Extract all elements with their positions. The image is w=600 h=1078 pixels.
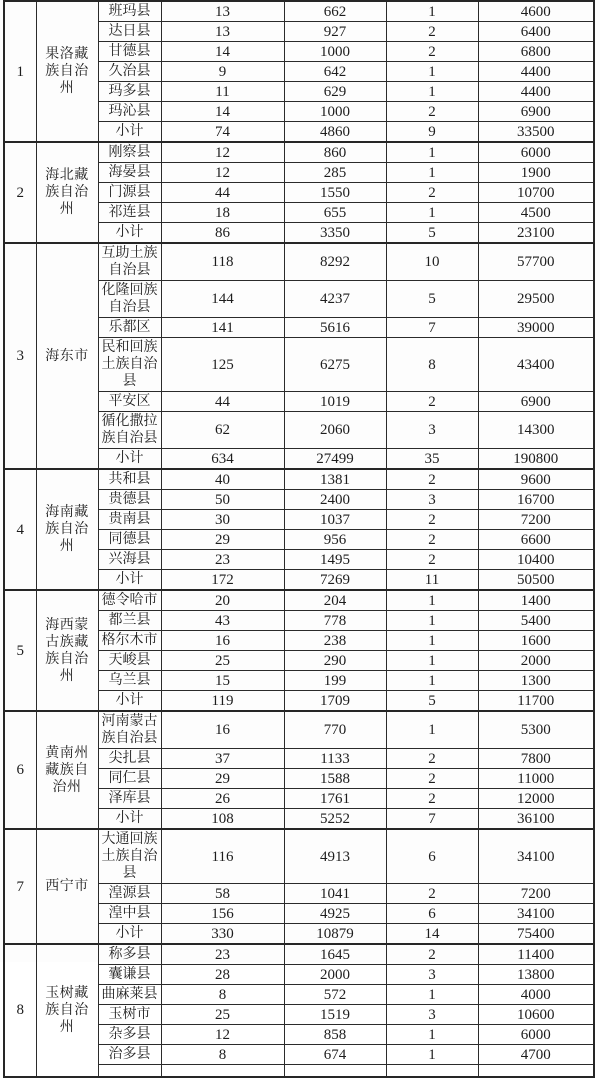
county-cell: 乐都区 <box>98 318 161 338</box>
county-cell: 同德县 <box>98 530 161 550</box>
county-cell: 玛多县 <box>98 82 161 102</box>
value-cell: 29500 <box>478 281 594 318</box>
value-cell: 23 <box>161 550 284 570</box>
value-cell: 12 <box>161 163 284 183</box>
section-number-cell: 3 <box>4 243 36 469</box>
value-cell: 3 <box>386 965 478 985</box>
value-cell: 8292 <box>284 243 386 281</box>
county-cell: 达日县 <box>98 22 161 42</box>
value-cell: 6000 <box>478 1025 594 1045</box>
county-cell: 贵德县 <box>98 490 161 510</box>
value-cell: 6600 <box>478 530 594 550</box>
value-cell: 1381 <box>284 469 386 490</box>
county-cell: 循化撒拉族自治县 <box>98 412 161 449</box>
value-cell: 2 <box>386 392 478 412</box>
prefecture-cell: 玉树藏族自治州 <box>36 944 98 1077</box>
value-cell: 141 <box>161 318 284 338</box>
section-number-cell: 2 <box>4 142 36 243</box>
value-cell: 5 <box>386 223 478 244</box>
value-cell: 86 <box>161 223 284 244</box>
value-cell: 1000 <box>284 42 386 62</box>
value-cell: 1550 <box>284 183 386 203</box>
county-row <box>4 944 594 965</box>
county-cell: 门源县 <box>98 183 161 203</box>
county-cell: 互助土族自治县 <box>98 243 161 281</box>
county-cell: 化隆回族自治县 <box>98 281 161 318</box>
prefecture-cell: 西宁市 <box>36 829 98 944</box>
county-cell: 小计 <box>98 570 161 591</box>
value-cell: 10 <box>386 243 478 281</box>
county-cell: 久治县 <box>98 62 161 82</box>
section-number-cell: 6 <box>4 711 36 829</box>
value-cell: 6900 <box>478 102 594 122</box>
county-cell: 天峻县 <box>98 651 161 671</box>
value-cell: 2060 <box>284 412 386 449</box>
value-cell: 37 <box>161 749 284 769</box>
value-cell: 144 <box>161 281 284 318</box>
value-cell: 12 <box>161 1025 284 1045</box>
value-cell: 8 <box>161 985 284 1005</box>
value-cell: 35 <box>386 449 478 470</box>
value-cell: 629 <box>284 82 386 102</box>
county-cell <box>98 1065 161 1077</box>
value-cell <box>161 1065 284 1077</box>
value-cell: 285 <box>284 163 386 183</box>
value-cell: 1400 <box>478 590 594 611</box>
county-cell: 泽库县 <box>98 789 161 809</box>
value-cell: 50500 <box>478 570 594 591</box>
value-cell: 14 <box>386 924 478 945</box>
value-cell: 62 <box>161 412 284 449</box>
value-cell: 199 <box>284 671 386 691</box>
value-cell: 11700 <box>478 691 594 712</box>
value-cell: 4925 <box>284 904 386 924</box>
value-cell: 1300 <box>478 671 594 691</box>
value-cell: 2 <box>386 183 478 203</box>
county-cell: 刚察县 <box>98 142 161 163</box>
value-cell: 119 <box>161 691 284 712</box>
value-cell: 14 <box>161 42 284 62</box>
value-cell: 1 <box>386 1025 478 1045</box>
value-cell: 4600 <box>478 1 594 22</box>
value-cell: 4400 <box>478 62 594 82</box>
value-cell: 74 <box>161 122 284 143</box>
value-cell: 1 <box>386 985 478 1005</box>
value-cell: 330 <box>161 924 284 945</box>
section-number-cell: 4 <box>4 469 36 590</box>
prefecture-cell: 海南藏族自治州 <box>36 469 98 590</box>
value-cell: 4400 <box>478 82 594 102</box>
value-cell: 2 <box>386 884 478 904</box>
county-cell: 贵南县 <box>98 510 161 530</box>
value-cell: 13 <box>161 1 284 22</box>
value-cell: 5400 <box>478 611 594 631</box>
county-cell: 德令哈市 <box>98 590 161 611</box>
value-cell: 1 <box>386 142 478 163</box>
county-row <box>4 243 594 281</box>
value-cell: 16700 <box>478 490 594 510</box>
value-cell: 16 <box>161 711 284 749</box>
county-cell: 小计 <box>98 691 161 712</box>
value-cell: 23 <box>161 944 284 965</box>
value-cell: 2 <box>386 22 478 42</box>
county-cell: 曲麻莱县 <box>98 985 161 1005</box>
value-cell: 1 <box>386 62 478 82</box>
value-cell: 20 <box>161 590 284 611</box>
value-cell: 25 <box>161 1005 284 1025</box>
county-cell: 湟中县 <box>98 904 161 924</box>
county-cell: 平安区 <box>98 392 161 412</box>
county-cell: 大通回族土族自治县 <box>98 829 161 884</box>
value-cell: 10700 <box>478 183 594 203</box>
county-cell: 共和县 <box>98 469 161 490</box>
table-body <box>4 1 594 1077</box>
value-cell: 30 <box>161 510 284 530</box>
value-cell: 40 <box>161 469 284 490</box>
section-number-cell: 7 <box>4 829 36 944</box>
value-cell: 860 <box>284 142 386 163</box>
value-cell: 2 <box>386 550 478 570</box>
value-cell: 29 <box>161 530 284 550</box>
county-cell: 兴海县 <box>98 550 161 570</box>
value-cell: 6900 <box>478 392 594 412</box>
value-cell: 11 <box>386 570 478 591</box>
county-cell: 玉树市 <box>98 1005 161 1025</box>
county-cell: 小计 <box>98 122 161 143</box>
section-number-cell: 8 <box>4 944 36 1077</box>
value-cell: 2 <box>386 102 478 122</box>
value-cell: 572 <box>284 985 386 1005</box>
value-cell: 4500 <box>478 203 594 223</box>
value-cell: 108 <box>161 809 284 830</box>
value-cell: 10600 <box>478 1005 594 1025</box>
value-cell: 4000 <box>478 985 594 1005</box>
county-cell: 同仁县 <box>98 769 161 789</box>
value-cell: 6400 <box>478 22 594 42</box>
value-cell: 23100 <box>478 223 594 244</box>
value-cell: 2 <box>386 42 478 62</box>
value-cell: 50 <box>161 490 284 510</box>
value-cell: 2 <box>386 530 478 550</box>
value-cell: 1041 <box>284 884 386 904</box>
value-cell: 1 <box>386 611 478 631</box>
county-cell: 湟源县 <box>98 884 161 904</box>
county-cell: 囊谦县 <box>98 965 161 985</box>
value-cell: 1037 <box>284 510 386 530</box>
prefecture-cell: 海北藏族自治州 <box>36 142 98 243</box>
value-cell: 2 <box>386 510 478 530</box>
value-cell: 11000 <box>478 769 594 789</box>
value-cell: 13 <box>161 22 284 42</box>
value-cell: 10879 <box>284 924 386 945</box>
value-cell: 5 <box>386 691 478 712</box>
value-cell: 1133 <box>284 749 386 769</box>
value-cell: 7 <box>386 809 478 830</box>
value-cell: 4237 <box>284 281 386 318</box>
value-cell: 1709 <box>284 691 386 712</box>
value-cell: 11 <box>161 82 284 102</box>
prefecture-cell: 果洛藏族自治州 <box>36 1 98 142</box>
value-cell: 7800 <box>478 749 594 769</box>
value-cell: 172 <box>161 570 284 591</box>
county-cell: 小计 <box>98 809 161 830</box>
county-row <box>4 1 594 22</box>
value-cell: 4700 <box>478 1045 594 1065</box>
value-cell: 5300 <box>478 711 594 749</box>
value-cell: 2000 <box>478 651 594 671</box>
value-cell: 1019 <box>284 392 386 412</box>
value-cell: 8 <box>161 1045 284 1065</box>
value-cell: 290 <box>284 651 386 671</box>
region-statistics-table <box>3 0 595 1078</box>
value-cell: 1600 <box>478 631 594 651</box>
value-cell: 57700 <box>478 243 594 281</box>
county-cell: 尖扎县 <box>98 749 161 769</box>
value-cell: 44 <box>161 392 284 412</box>
value-cell: 2 <box>386 944 478 965</box>
value-cell: 5252 <box>284 809 386 830</box>
value-cell: 7269 <box>284 570 386 591</box>
value-cell: 1900 <box>478 163 594 183</box>
value-cell: 1 <box>386 82 478 102</box>
value-cell: 1 <box>386 590 478 611</box>
county-cell: 河南蒙古族自治县 <box>98 711 161 749</box>
county-cell: 祁连县 <box>98 203 161 223</box>
county-row <box>4 829 594 884</box>
value-cell: 39000 <box>478 318 594 338</box>
value-cell: 1645 <box>284 944 386 965</box>
county-cell: 都兰县 <box>98 611 161 631</box>
value-cell: 2400 <box>284 490 386 510</box>
value-cell: 9 <box>161 62 284 82</box>
value-cell: 1761 <box>284 789 386 809</box>
value-cell: 204 <box>284 590 386 611</box>
value-cell: 12 <box>161 142 284 163</box>
value-cell: 8 <box>386 338 478 392</box>
value-cell: 29 <box>161 769 284 789</box>
value-cell: 118 <box>161 243 284 281</box>
county-cell: 格尔木市 <box>98 631 161 651</box>
value-cell: 116 <box>161 829 284 884</box>
value-cell: 34100 <box>478 904 594 924</box>
value-cell: 1495 <box>284 550 386 570</box>
value-cell: 4860 <box>284 122 386 143</box>
county-cell: 治多县 <box>98 1045 161 1065</box>
county-cell: 玛沁县 <box>98 102 161 122</box>
county-cell: 乌兰县 <box>98 671 161 691</box>
value-cell: 1 <box>386 651 478 671</box>
prefecture-cell: 黄南州藏族自治州 <box>36 711 98 829</box>
value-cell: 58 <box>161 884 284 904</box>
value-cell: 642 <box>284 62 386 82</box>
value-cell: 7 <box>386 318 478 338</box>
value-cell: 7200 <box>478 510 594 530</box>
value-cell: 9 <box>386 122 478 143</box>
value-cell: 3 <box>386 412 478 449</box>
value-cell: 5 <box>386 281 478 318</box>
county-cell: 杂多县 <box>98 1025 161 1045</box>
value-cell <box>478 1065 594 1077</box>
value-cell: 1000 <box>284 102 386 122</box>
value-cell: 9600 <box>478 469 594 490</box>
county-cell: 小计 <box>98 449 161 470</box>
section-number-cell: 1 <box>4 1 36 142</box>
value-cell: 1 <box>386 203 478 223</box>
value-cell: 2 <box>386 769 478 789</box>
value-cell: 655 <box>284 203 386 223</box>
value-cell: 156 <box>161 904 284 924</box>
value-cell: 3 <box>386 1005 478 1025</box>
value-cell: 2000 <box>284 965 386 985</box>
section-number-cell: 5 <box>4 590 36 711</box>
value-cell: 1 <box>386 1 478 22</box>
value-cell: 674 <box>284 1045 386 1065</box>
county-cell: 小计 <box>98 924 161 945</box>
value-cell: 238 <box>284 631 386 651</box>
value-cell: 7200 <box>478 884 594 904</box>
value-cell: 10400 <box>478 550 594 570</box>
value-cell: 27499 <box>284 449 386 470</box>
value-cell: 16 <box>161 631 284 651</box>
county-cell: 称多县 <box>98 944 161 965</box>
value-cell: 12000 <box>478 789 594 809</box>
value-cell: 927 <box>284 22 386 42</box>
value-cell: 2 <box>386 789 478 809</box>
county-cell: 甘德县 <box>98 42 161 62</box>
value-cell: 634 <box>161 449 284 470</box>
value-cell: 190800 <box>478 449 594 470</box>
value-cell: 1 <box>386 163 478 183</box>
value-cell: 1 <box>386 711 478 749</box>
value-cell: 6 <box>386 829 478 884</box>
value-cell: 4913 <box>284 829 386 884</box>
county-row <box>4 142 594 163</box>
value-cell: 28 <box>161 965 284 985</box>
prefecture-cell: 海东市 <box>36 243 98 469</box>
value-cell: 25 <box>161 651 284 671</box>
value-cell: 1 <box>386 671 478 691</box>
value-cell: 956 <box>284 530 386 550</box>
value-cell: 1588 <box>284 769 386 789</box>
value-cell: 6800 <box>478 42 594 62</box>
value-cell: 6000 <box>478 142 594 163</box>
value-cell: 2 <box>386 749 478 769</box>
value-cell: 770 <box>284 711 386 749</box>
value-cell: 75400 <box>478 924 594 945</box>
value-cell: 6275 <box>284 338 386 392</box>
value-cell: 43400 <box>478 338 594 392</box>
value-cell: 36100 <box>478 809 594 830</box>
value-cell <box>386 1065 478 1077</box>
value-cell: 1 <box>386 1045 478 1065</box>
value-cell: 3 <box>386 490 478 510</box>
value-cell: 44 <box>161 183 284 203</box>
county-cell: 班玛县 <box>98 1 161 22</box>
value-cell: 18 <box>161 203 284 223</box>
value-cell: 13800 <box>478 965 594 985</box>
value-cell: 14300 <box>478 412 594 449</box>
value-cell: 858 <box>284 1025 386 1045</box>
county-row <box>4 590 594 611</box>
value-cell: 26 <box>161 789 284 809</box>
value-cell: 11400 <box>478 944 594 965</box>
value-cell: 3350 <box>284 223 386 244</box>
county-row <box>4 469 594 490</box>
county-row <box>4 711 594 749</box>
value-cell: 34100 <box>478 829 594 884</box>
value-cell: 5616 <box>284 318 386 338</box>
value-cell: 33500 <box>478 122 594 143</box>
value-cell: 43 <box>161 611 284 631</box>
value-cell: 1519 <box>284 1005 386 1025</box>
county-cell: 海晏县 <box>98 163 161 183</box>
value-cell: 778 <box>284 611 386 631</box>
county-cell: 小计 <box>98 223 161 244</box>
value-cell: 1 <box>386 631 478 651</box>
value-cell: 6 <box>386 904 478 924</box>
county-cell: 民和回族土族自治县 <box>98 338 161 392</box>
value-cell: 125 <box>161 338 284 392</box>
value-cell <box>284 1065 386 1077</box>
value-cell: 662 <box>284 1 386 22</box>
value-cell: 15 <box>161 671 284 691</box>
value-cell: 14 <box>161 102 284 122</box>
prefecture-cell: 海西蒙古族藏族自治州 <box>36 590 98 711</box>
value-cell: 2 <box>386 469 478 490</box>
